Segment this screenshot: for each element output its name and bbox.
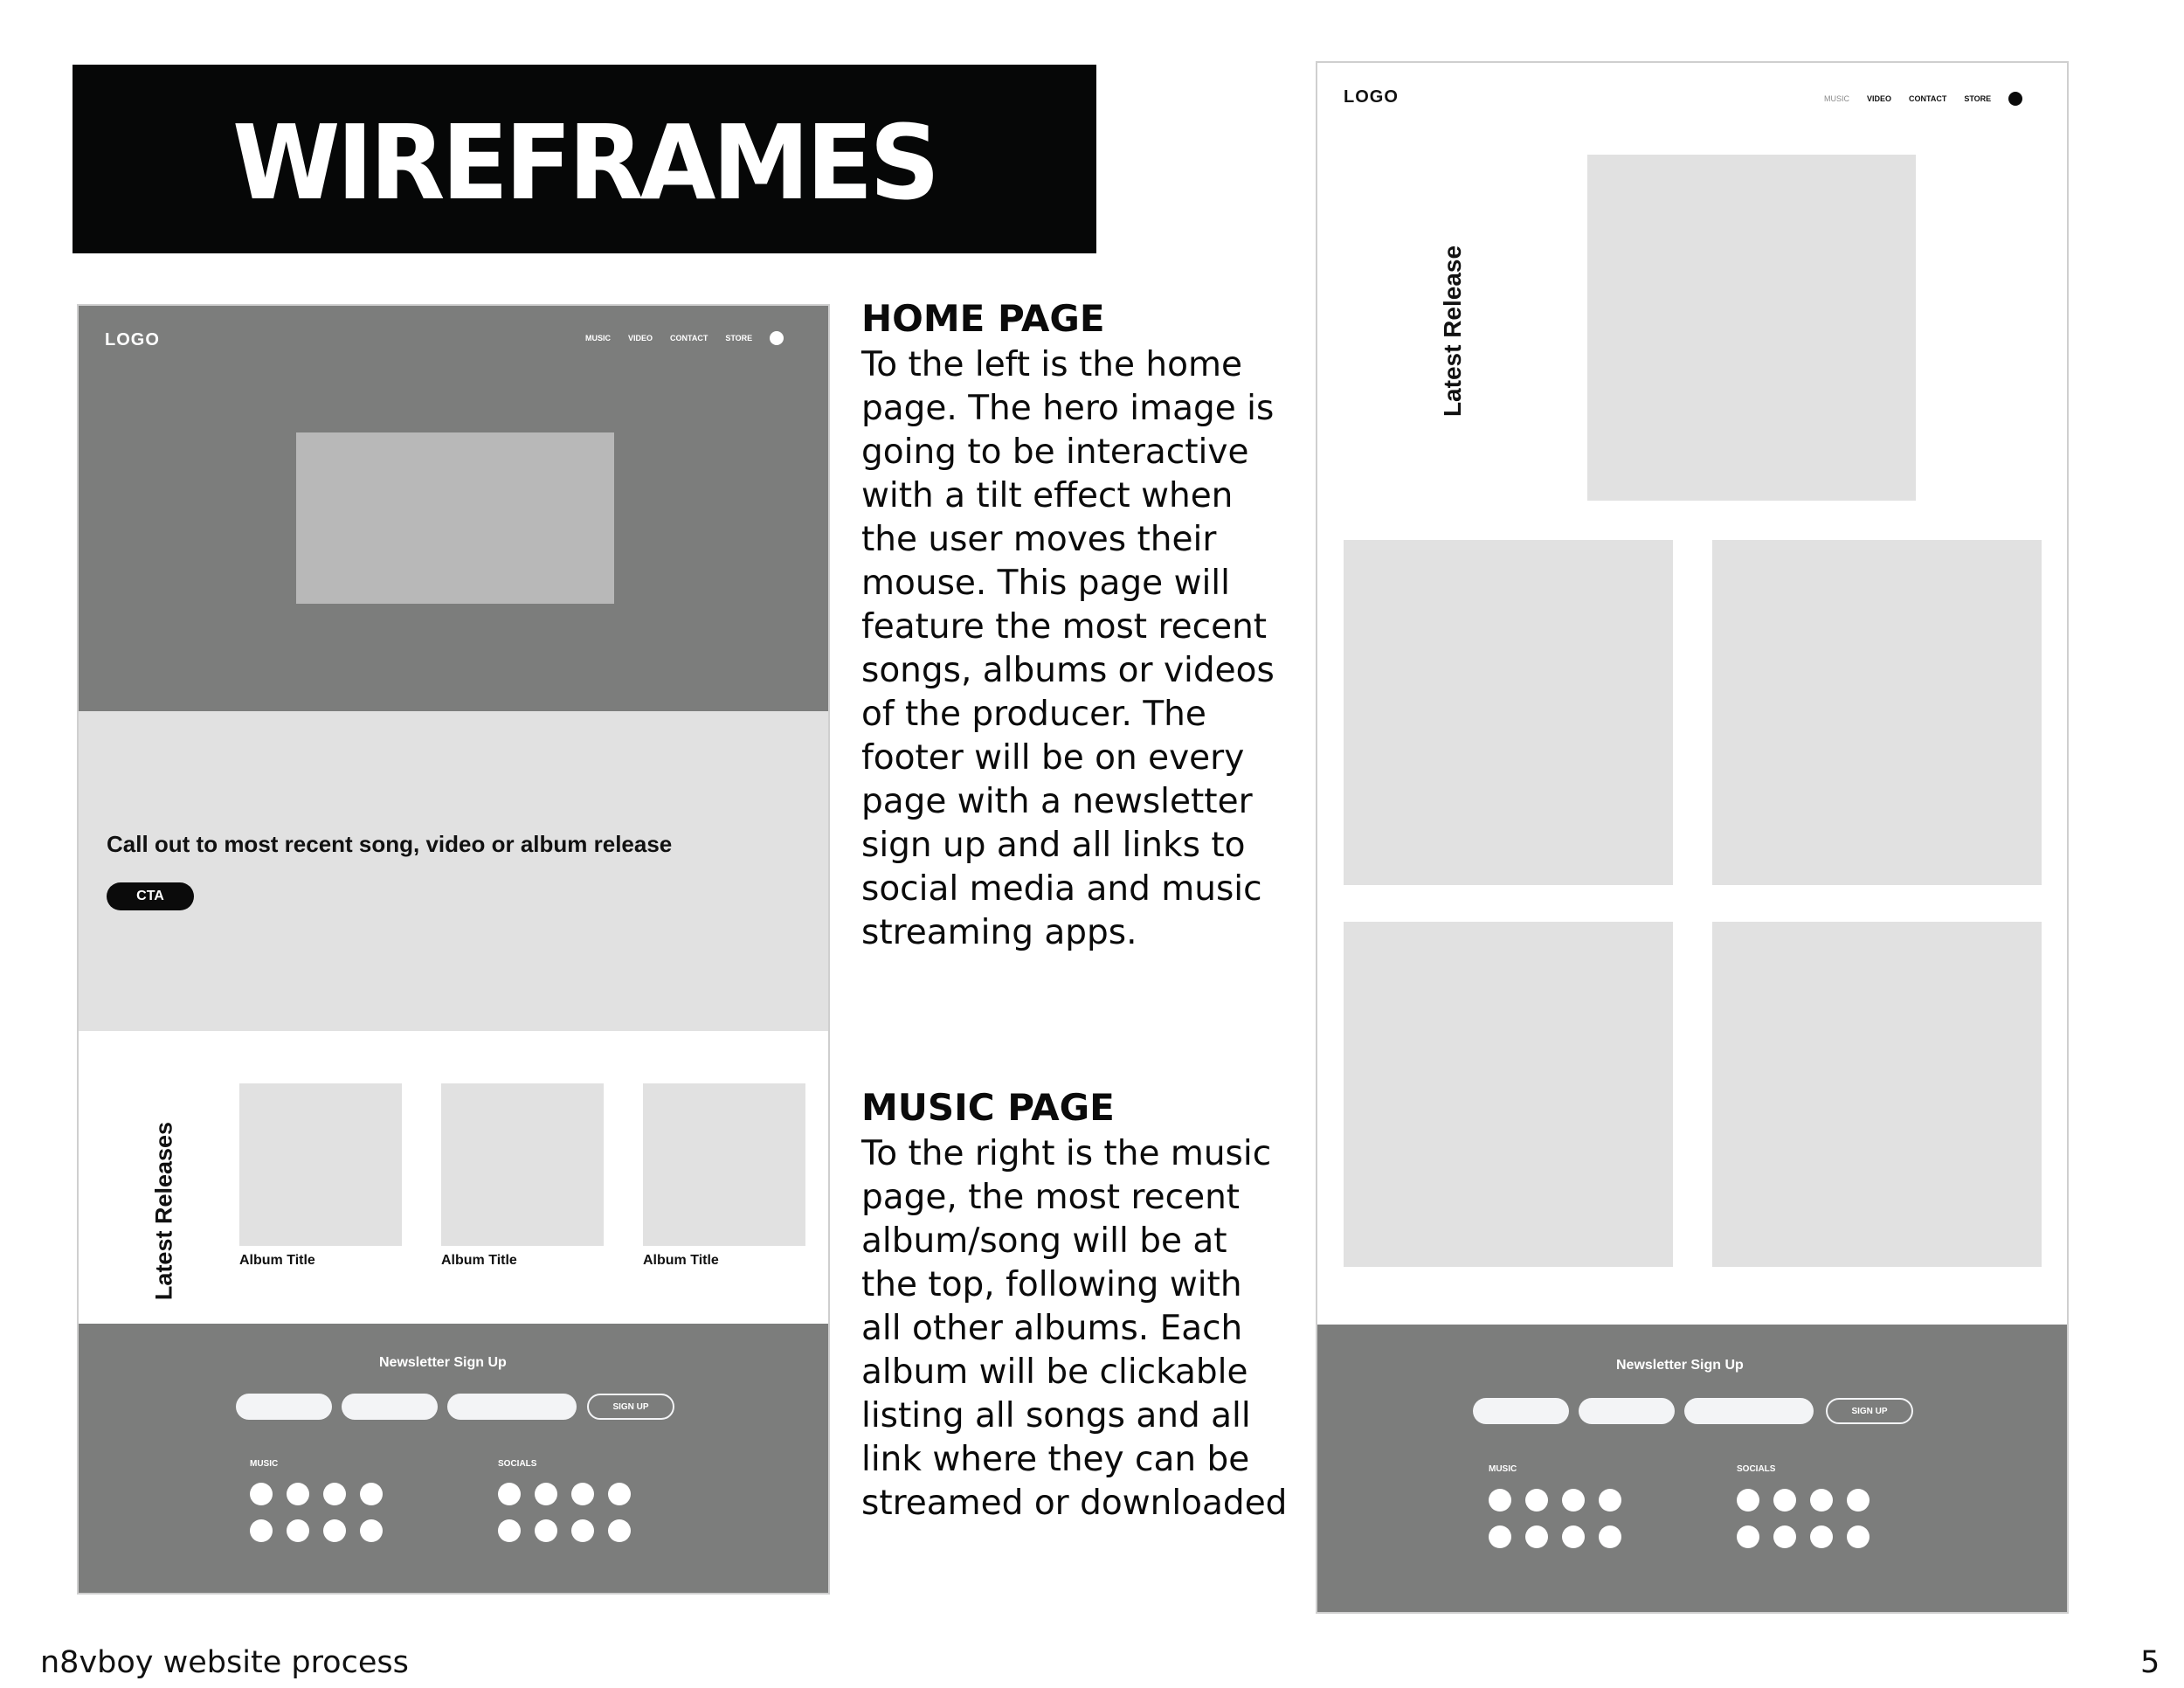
music-link-icon[interactable]: [1525, 1525, 1548, 1548]
social-link-icon[interactable]: [608, 1519, 631, 1542]
music-link-icon[interactable]: [287, 1519, 309, 1542]
hero-image-placeholder[interactable]: [296, 432, 614, 604]
cta-button[interactable]: CTA: [107, 882, 194, 910]
music-page-description: To the right is the music page, the most recent album/song will be at the top, following with all other albums. Each album will be clickable listing all songs and all link where they can be streamed or downloaded: [861, 1134, 1288, 1523]
social-link-icon[interactable]: [498, 1483, 521, 1505]
latest-releases-label: Latest Releases: [150, 1121, 177, 1301]
nav-item-contact[interactable]: CONTACT: [1909, 94, 1947, 103]
album-title[interactable]: Album Title: [239, 1253, 315, 1268]
music-link-icon[interactable]: [1562, 1525, 1585, 1548]
social-links: [1737, 1489, 1870, 1548]
social-link-icon[interactable]: [498, 1519, 521, 1542]
music-link-icon[interactable]: [1525, 1489, 1548, 1512]
callout-text: Call out to most recent song, video or album release: [107, 831, 673, 857]
callout-section: [79, 711, 828, 1031]
social-link-icon[interactable]: [535, 1519, 557, 1542]
social-link-icon[interactable]: [1773, 1489, 1796, 1512]
music-page-heading: MUSIC PAGE: [861, 1086, 1115, 1129]
nav-item-music[interactable]: MUSIC: [585, 334, 611, 342]
social-links: [498, 1483, 631, 1542]
sign-up-button[interactable]: SIGN UP: [1826, 1398, 1913, 1424]
home-page-description: To the left is the home page. The hero image is going to be interactive with a tilt effect when the user moves their mouse. This page will feature the most recent songs, albums or videos of the producer. The footer will be on every page with a newsletter sign up and all links to social media and music streaming apps.: [861, 345, 1275, 952]
social-link-icon[interactable]: [535, 1483, 557, 1505]
social-link-icon[interactable]: [608, 1483, 631, 1505]
newsletter-input[interactable]: [1473, 1398, 1569, 1424]
hero-section: [79, 306, 828, 711]
social-link-icon[interactable]: [1810, 1525, 1833, 1548]
socials-links-label: SOCIALS: [498, 1459, 537, 1469]
site-footer: [79, 1324, 828, 1595]
sign-up-button[interactable]: SIGN UP: [587, 1394, 674, 1420]
email-field[interactable]: [1684, 1398, 1814, 1424]
main-nav: [1824, 92, 2022, 106]
music-link-icon[interactable]: [323, 1519, 346, 1542]
music-page-wireframe: [1316, 61, 2069, 1614]
account-icon[interactable]: [2008, 92, 2022, 106]
nav-item-video[interactable]: VIDEO: [628, 334, 653, 342]
album-cover[interactable]: [1344, 922, 1673, 1267]
newsletter-input[interactable]: [342, 1394, 438, 1420]
social-link-icon[interactable]: [1773, 1525, 1796, 1548]
music-links: [250, 1483, 383, 1542]
main-nav: [585, 331, 784, 345]
music-link-icon[interactable]: [323, 1483, 346, 1505]
home-page-heading: HOME PAGE: [861, 297, 1105, 340]
album-cover[interactable]: [239, 1083, 402, 1246]
nav-item-store[interactable]: STORE: [1964, 94, 1992, 103]
music-link-icon[interactable]: [1562, 1489, 1585, 1512]
social-link-icon[interactable]: [1847, 1525, 1870, 1548]
document-caption: n8vboy website process: [40, 1645, 409, 1680]
music-link-icon[interactable]: [1599, 1489, 1621, 1512]
social-link-icon[interactable]: [1737, 1525, 1759, 1548]
site-footer: [1317, 1325, 2067, 1614]
social-link-icon[interactable]: [571, 1483, 594, 1505]
page-number: 5: [2140, 1645, 2160, 1680]
nav-item-video[interactable]: VIDEO: [1867, 94, 1892, 103]
account-icon[interactable]: [770, 331, 784, 345]
album-title[interactable]: Album Title: [441, 1253, 517, 1268]
newsletter-title: Newsletter Sign Up: [1616, 1358, 1744, 1373]
music-link-icon[interactable]: [1599, 1525, 1621, 1548]
music-link-icon[interactable]: [287, 1483, 309, 1505]
title-banner: [73, 65, 1096, 253]
album-title[interactable]: Album Title: [643, 1253, 719, 1268]
album-cover[interactable]: [1712, 922, 2042, 1267]
latest-release-label: Latest Release: [1439, 245, 1466, 418]
music-link-icon[interactable]: [250, 1519, 273, 1542]
album-cover[interactable]: [643, 1083, 805, 1246]
music-link-icon[interactable]: [1489, 1525, 1511, 1548]
nav-item-contact[interactable]: CONTACT: [670, 334, 708, 342]
page-title: WIREFRAMES: [232, 103, 936, 224]
newsletter-input[interactable]: [1579, 1398, 1675, 1424]
social-link-icon[interactable]: [571, 1519, 594, 1542]
email-field[interactable]: [447, 1394, 577, 1420]
album-cover[interactable]: [1712, 540, 2042, 885]
social-link-icon[interactable]: [1737, 1489, 1759, 1512]
album-cover[interactable]: [1344, 540, 1673, 885]
nav-item-music[interactable]: MUSIC: [1824, 94, 1849, 103]
logo[interactable]: LOGO: [1344, 87, 1399, 107]
music-link-icon[interactable]: [360, 1519, 383, 1542]
music-links: [1489, 1489, 1621, 1548]
social-link-icon[interactable]: [1810, 1489, 1833, 1512]
newsletter-input[interactable]: [236, 1394, 332, 1420]
socials-links-label: SOCIALS: [1737, 1464, 1776, 1474]
logo[interactable]: LOGO: [105, 330, 160, 349]
home-page-wireframe: [77, 304, 830, 1595]
album-cover[interactable]: [441, 1083, 604, 1246]
music-links-label: MUSIC: [250, 1459, 279, 1469]
music-link-icon[interactable]: [250, 1483, 273, 1505]
newsletter-title: Newsletter Sign Up: [379, 1355, 507, 1370]
music-link-icon[interactable]: [1489, 1489, 1511, 1512]
music-links-label: MUSIC: [1489, 1464, 1517, 1474]
latest-release-cover[interactable]: [1587, 155, 1916, 501]
nav-item-store[interactable]: STORE: [725, 334, 753, 342]
music-link-icon[interactable]: [360, 1483, 383, 1505]
social-link-icon[interactable]: [1847, 1489, 1870, 1512]
